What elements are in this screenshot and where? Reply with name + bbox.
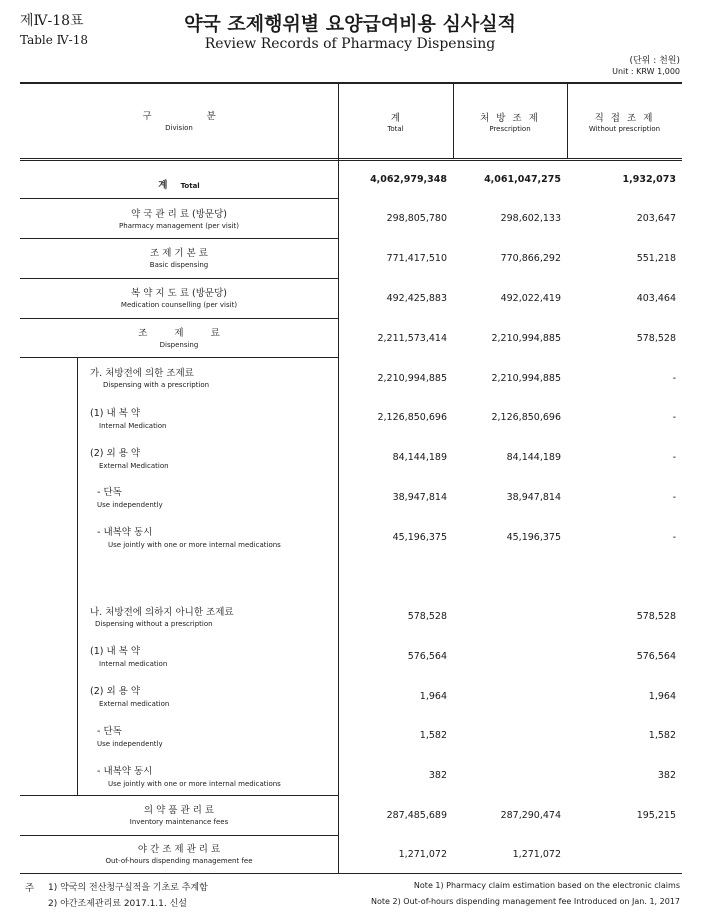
- row-label-ko: 조 제 기 본 료: [150, 248, 208, 259]
- row-label-en: Out-of-hours dispending management fee: [105, 857, 253, 865]
- cell-without: -: [672, 452, 676, 463]
- cell-total: 1,964: [419, 691, 447, 702]
- row-label-en: Dispensing with a prescription: [103, 381, 210, 389]
- cell-total: 287,485,689: [386, 810, 447, 821]
- row-label-ko: 약 국 관 리 료 (방문당): [131, 209, 227, 220]
- cell-total: 576,564: [407, 651, 447, 662]
- row-label-ko: (1) 내 복 약: [90, 408, 141, 419]
- cell-prescription: 4,061,047,275: [484, 174, 561, 185]
- row-label-en: Pharmacy management (per visit): [119, 222, 239, 230]
- cell-total: 492,425,883: [386, 293, 447, 304]
- page-title: 약국 조제행위별 요양급여비용 심사실적: [184, 13, 516, 35]
- col-header-without-en: Without prescription: [588, 125, 661, 133]
- cell-total: 2,126,850,696: [377, 412, 447, 423]
- row-label-ko: (1) 내 복 약: [90, 646, 141, 657]
- row-label-en: Use jointly with one or more internal medications: [108, 780, 281, 788]
- row-label-ko: - 내복약 동시: [97, 527, 153, 538]
- cell-without: -: [672, 492, 676, 503]
- row-label-en: Dispensing: [159, 341, 199, 349]
- row-label-ko: (2) 외 용 약: [90, 686, 141, 697]
- cell-without: -: [672, 532, 676, 543]
- row-label-en: Use jointly with one or more internal medications: [108, 541, 281, 549]
- row-label-ko: 야 간 조 제 관 리 료: [137, 844, 221, 855]
- row-label-ko: - 단독: [97, 487, 122, 498]
- cell-without: -: [672, 412, 676, 423]
- notes-label: 주: [25, 883, 35, 894]
- row-label-ko: (2) 외 용 약: [90, 448, 141, 459]
- cell-total: 2,210,994,885: [377, 373, 447, 384]
- row-label-en: Total: [180, 182, 200, 190]
- cell-without: 578,528: [636, 611, 676, 622]
- note-ko-1: 1) 약국의 전산청구실적을 기초로 추계함: [48, 883, 208, 893]
- col-header-prescription-ko: 처 방 조 제: [480, 113, 540, 124]
- note-ko-2: 2) 야간조제관리료 2017.1.1. 신설: [48, 899, 188, 909]
- cell-without: 403,464: [636, 293, 676, 304]
- row-label-ko: 의 약 품 관 리 료: [143, 805, 215, 816]
- cell-prescription: 287,290,474: [500, 810, 561, 821]
- row-label-ko: - 단독: [97, 726, 122, 737]
- page-subtitle: Review Records of Pharmacy Dispensing: [204, 36, 496, 52]
- row-label-en: Internal Medication: [99, 422, 167, 430]
- col-header-prescription-en: Prescription: [489, 125, 531, 133]
- cell-total: 4,062,979,348: [370, 174, 447, 185]
- cell-total: 2,211,573,414: [377, 333, 447, 344]
- cell-prescription: 770,866,292: [500, 253, 561, 264]
- row-label-en: Basic dispensing: [149, 261, 209, 269]
- cell-total: 1,582: [419, 730, 447, 741]
- cell-total: 38,947,814: [392, 492, 447, 503]
- cell-prescription: 2,126,850,696: [491, 412, 561, 423]
- note-en-2: Note 2) Out-of-hours dispending management fee Introduced on Jan. 1, 2017: [371, 897, 680, 906]
- note-en-1: Note 1) Pharmacy claim estimation based on the electronic claims: [413, 881, 680, 890]
- cell-prescription: 2,210,994,885: [491, 373, 561, 384]
- row-label-en: External medication: [99, 700, 170, 708]
- row-label-total: [20, 173, 338, 192]
- cell-without: -: [672, 373, 676, 384]
- table-number-en: Table Ⅳ-18: [20, 33, 88, 47]
- cell-total: 298,805,780: [386, 213, 447, 224]
- cell-total: 45,196,375: [392, 532, 447, 543]
- row-label-en: Medication counselling (per visit): [120, 301, 238, 309]
- unit-label-ko: (단위 : 천원): [629, 56, 680, 66]
- row-label-en: Use independently: [97, 740, 163, 748]
- cell-without: 203,647: [636, 213, 676, 224]
- row-label-ko: 계: [158, 180, 168, 191]
- table-number-ko: 제Ⅳ-18표: [20, 13, 84, 29]
- row-label-ko: 조 제 료: [138, 328, 220, 339]
- cell-total: 578,528: [407, 611, 447, 622]
- cell-total: 1,271,072: [398, 849, 447, 860]
- unit-label-en: Unit : KRW 1,000: [612, 67, 680, 76]
- cell-without: 1,582: [648, 730, 676, 741]
- row-label-ko: 나. 처방전에 의하지 아니한 조제료: [90, 607, 234, 618]
- row-label-en: Internal medication: [99, 660, 168, 668]
- col-header-total-en: Total: [387, 125, 404, 133]
- cell-without: 1,932,073: [622, 174, 676, 185]
- cell-total: 771,417,510: [386, 253, 447, 264]
- cell-prescription: 45,196,375: [506, 532, 561, 543]
- cell-without: 551,218: [636, 253, 676, 264]
- cell-total: 382: [428, 770, 447, 781]
- col-header-division-ko: 구 분: [142, 111, 242, 122]
- cell-prescription: 298,602,133: [500, 213, 561, 224]
- cell-without: 578,528: [636, 333, 676, 344]
- row-label-en: Inventory maintenance fees: [129, 818, 229, 826]
- cell-prescription: 1,271,072: [512, 849, 561, 860]
- row-label-en: External Medication: [99, 462, 169, 470]
- cell-without: 1,964: [648, 691, 676, 702]
- cell-prescription: 38,947,814: [506, 492, 561, 503]
- row-label-ko: 가. 처방전에 의한 조제료: [90, 368, 194, 379]
- cell-prescription: 2,210,994,885: [491, 333, 561, 344]
- row-label-ko: 복 약 지 도 료 (방문당): [131, 288, 227, 299]
- cell-prescription: 84,144,189: [506, 452, 561, 463]
- row-label-en: Use independently: [97, 501, 163, 509]
- cell-without: 576,564: [636, 651, 676, 662]
- cell-total: 84,144,189: [392, 452, 447, 463]
- col-header-division-en: Division: [165, 124, 193, 132]
- col-header-total-ko: 계: [390, 113, 401, 124]
- cell-without: 382: [657, 770, 676, 781]
- cell-without: 195,215: [636, 810, 676, 821]
- col-header-without-ko: 직 접 조 제: [594, 113, 655, 124]
- row-label-en: Dispensing without a prescription: [95, 620, 213, 628]
- cell-prescription: 492,022,419: [500, 293, 561, 304]
- row-label-ko: - 내복약 동시: [97, 766, 153, 777]
